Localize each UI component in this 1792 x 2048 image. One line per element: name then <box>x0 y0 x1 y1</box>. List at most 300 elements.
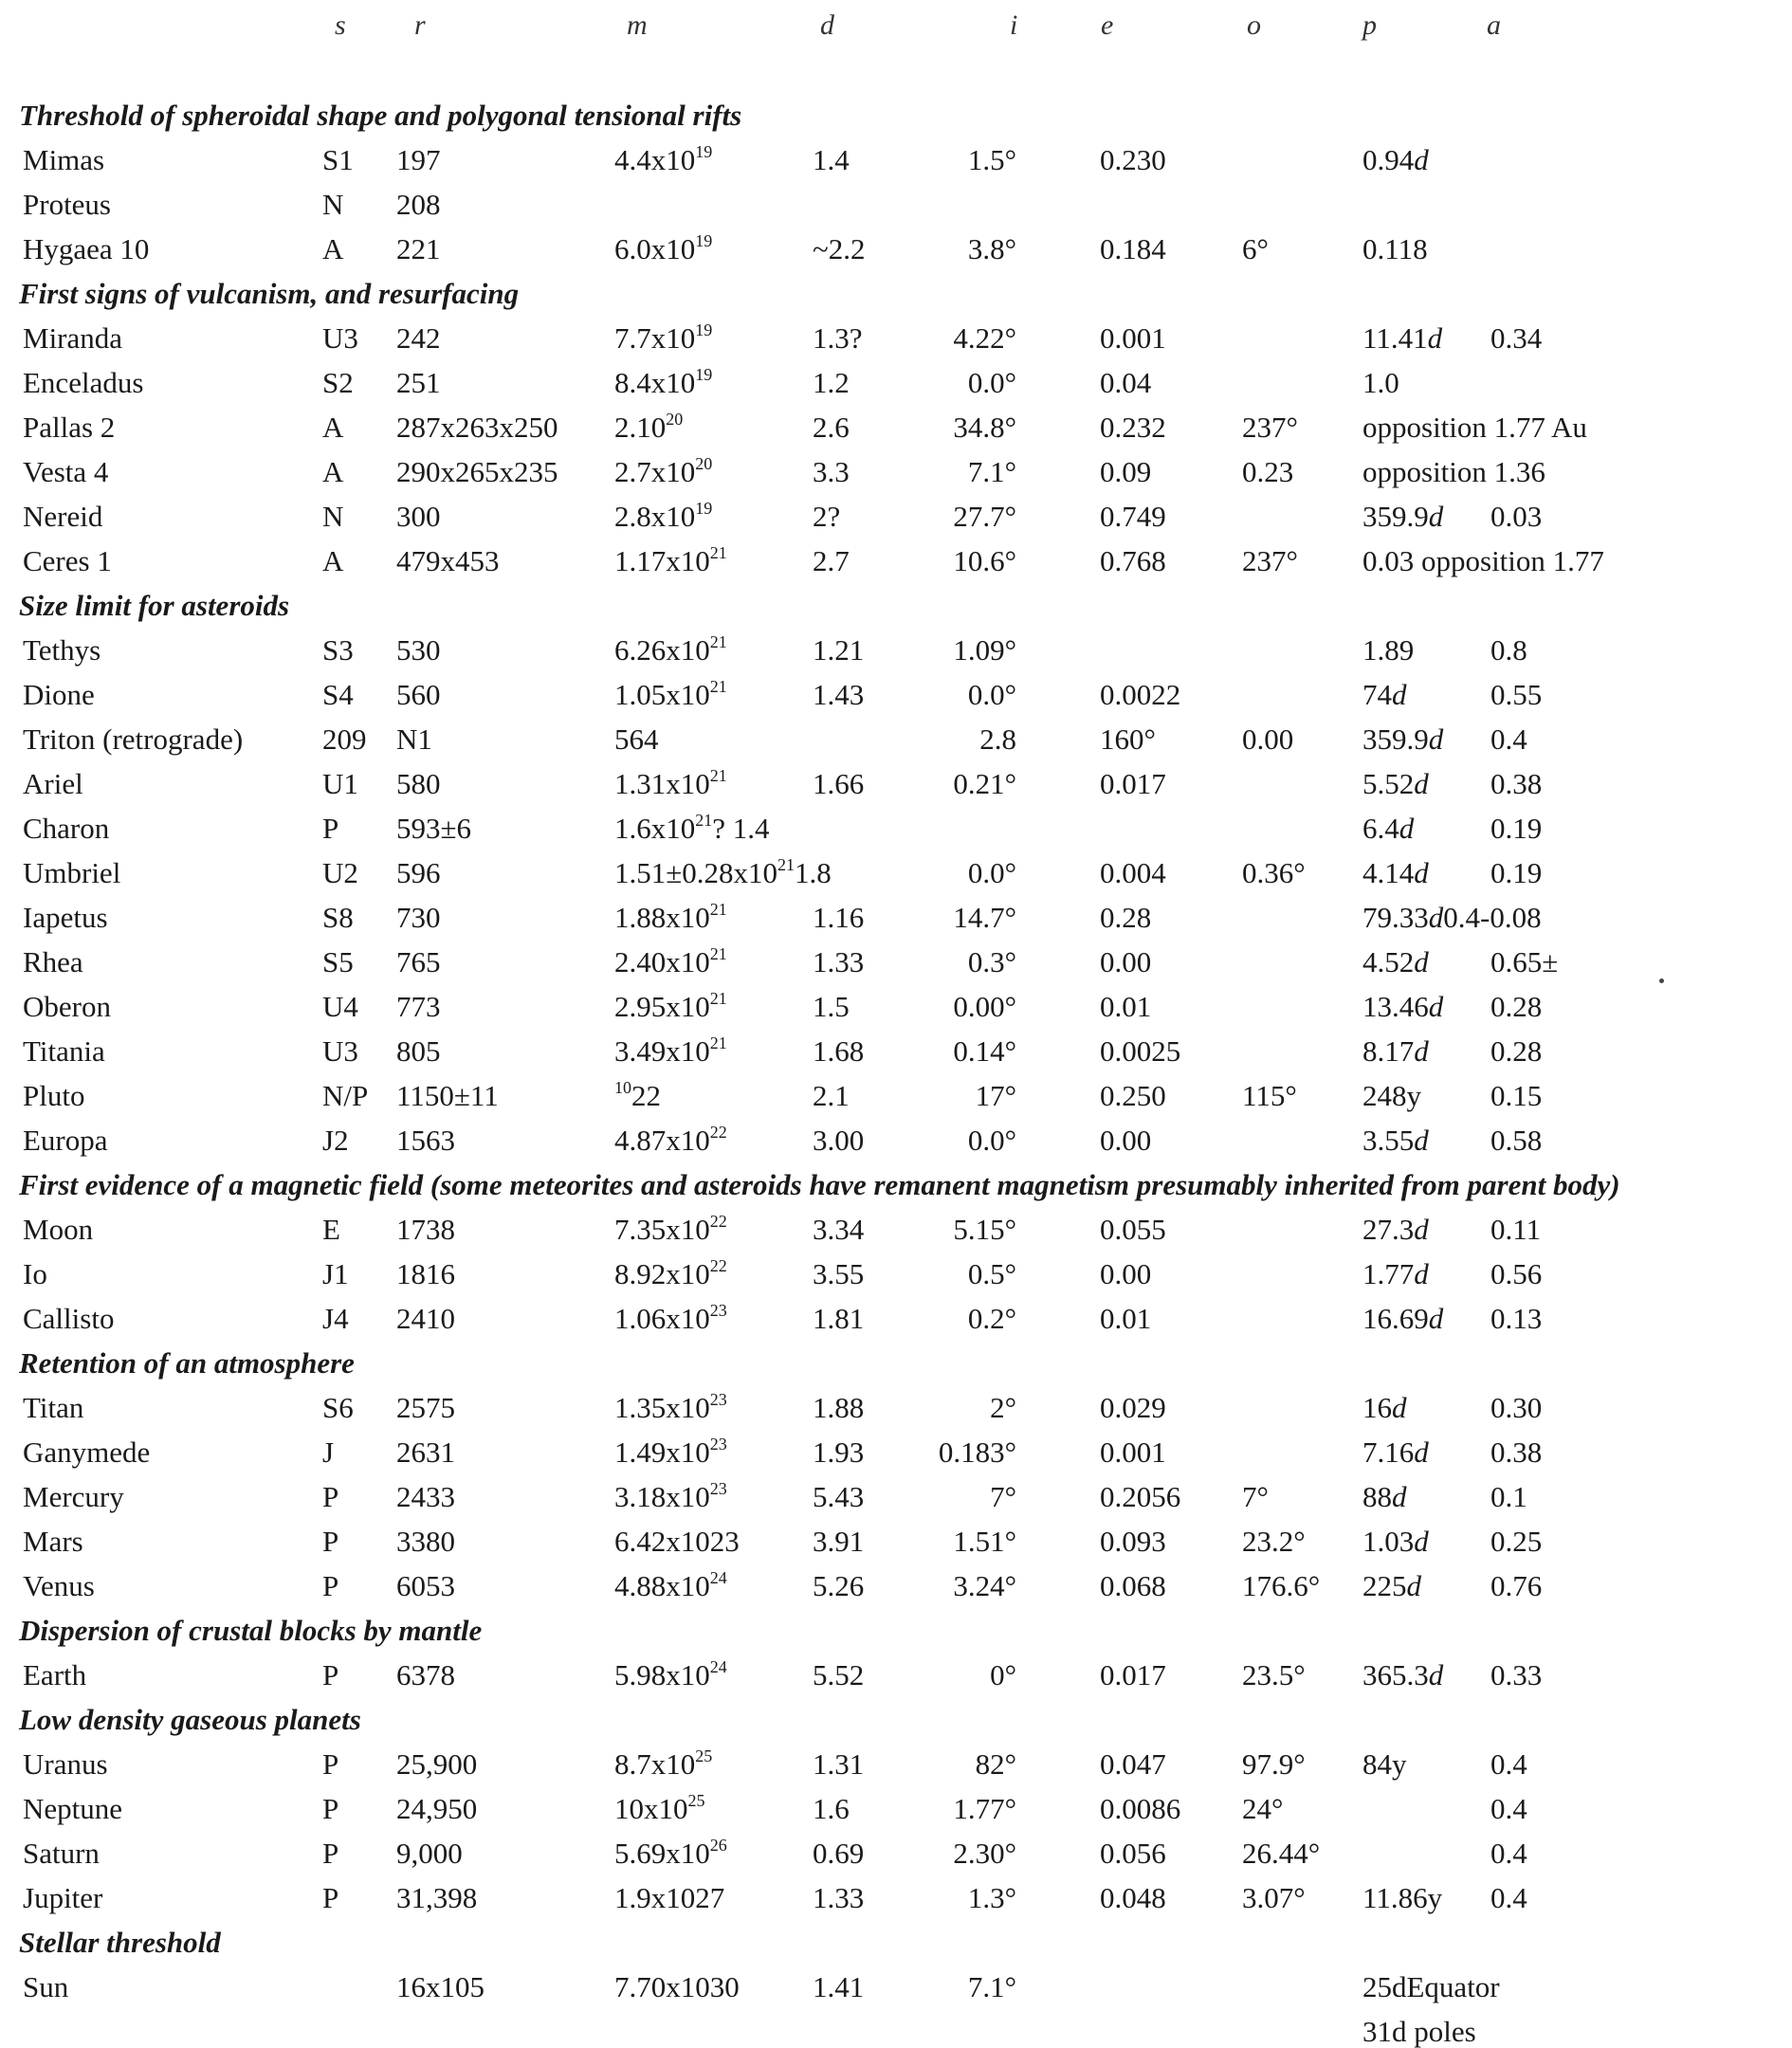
class-cell: P <box>322 1525 339 1558</box>
class-cell: A <box>322 411 344 444</box>
object-name: Proteus <box>23 188 111 221</box>
inclination-cell: 17° <box>975 1079 1016 1112</box>
mass-cell: $1.51\pm 0.28x10^{21}1.8$ <box>614 855 832 889</box>
obliquity-cell: 24° <box>1242 1792 1284 1825</box>
albedo-cell: 0.19 <box>1490 856 1543 889</box>
object-name: Sun <box>23 1970 69 2003</box>
object-name: Nereid <box>23 500 103 533</box>
density-cell: 2.6 <box>813 411 850 444</box>
period-cell: 5.52d <box>1362 767 1429 800</box>
inclination-cell: 82° <box>975 1747 1016 1781</box>
radius-cell: 1738 <box>396 1213 455 1246</box>
inclination-cell: 0.2° <box>967 1302 1016 1335</box>
eccentricity-cell: 0.017 <box>1100 1658 1166 1691</box>
density-cell: 1.3? <box>813 321 863 355</box>
density-cell: 1.16 <box>813 901 865 934</box>
albedo-cell: 0.4 <box>1490 1747 1527 1781</box>
mass-cell: $1.35x10^{23}$ <box>614 1390 727 1424</box>
class-cell: U4 <box>322 990 358 1023</box>
eccentricity-cell: 0.017 <box>1100 767 1166 800</box>
radius-cell: 208 <box>396 188 441 221</box>
radius-cell: 596 <box>396 856 441 889</box>
class-cell: P <box>322 1747 339 1781</box>
object-name: Enceladus <box>23 366 144 399</box>
period-cell: 359.9d <box>1362 722 1444 756</box>
mass-cell: $6.26x10^{21}$ <box>614 632 727 667</box>
radius-cell: 25,900 <box>396 1747 478 1781</box>
albedo-cell: 0.55 <box>1490 678 1543 711</box>
albedo-cell: 0.4 <box>1490 1792 1527 1825</box>
albedo-cell: 0.65± <box>1490 945 1559 978</box>
mass-cell: $2.8x10^{19}$ <box>614 499 713 533</box>
density-cell: 1.66 <box>813 767 865 800</box>
eccentricity-cell: 0.768 <box>1100 544 1166 577</box>
obliquity-cell: 23.5° <box>1242 1658 1306 1691</box>
obliquity-cell: 23.2° <box>1242 1525 1306 1558</box>
density-cell: 5.26 <box>813 1569 865 1602</box>
class-cell: P <box>322 1480 339 1513</box>
section-heading: Dispersion of crustal blocks by mantle <box>19 1614 483 1647</box>
class-cell: J4 <box>322 1302 349 1335</box>
object-name: Umbriel <box>23 856 121 889</box>
period-cell: opposition 1.77 Au <box>1362 411 1587 444</box>
radius-cell: 290x265x235 <box>396 455 558 488</box>
mass-cell: 1.9x1027 <box>614 1881 725 1914</box>
object-name: Moon <box>23 1213 94 1246</box>
radius-cell: 805 <box>396 1034 441 1068</box>
mass-cell: $2.95x10^{21}$ <box>614 989 727 1023</box>
mass-cell: $5.69x10^{26}$ <box>614 1836 727 1870</box>
albedo-cell: 0.34 <box>1490 321 1543 355</box>
inclination-cell: 0.0° <box>967 1124 1016 1157</box>
eccentricity-cell: 0.2056 <box>1100 1480 1181 1513</box>
eccentricity-cell: 0.048 <box>1100 1881 1166 1914</box>
object-name: Callisto <box>23 1302 115 1335</box>
radius-cell: 2433 <box>396 1480 455 1513</box>
period-cell: 6.4d <box>1362 812 1415 845</box>
column-header-i: i <box>1010 9 1018 41</box>
object-name: Titan <box>23 1391 84 1424</box>
inclination-cell: 0.21° <box>953 767 1016 800</box>
density-cell: 3.91 <box>813 1525 865 1558</box>
class-cell: A <box>322 455 344 488</box>
inclination-cell: 0.183° <box>938 1435 1016 1469</box>
mass-cell: $1.31x10^{21}$ <box>614 766 727 800</box>
mass-cell: $1.05x10^{21}$ <box>614 677 727 711</box>
eccentricity-cell: 0.001 <box>1100 1435 1166 1469</box>
object-name: Earth <box>23 1658 87 1691</box>
period-cell: 16d <box>1362 1391 1407 1424</box>
eccentricity-cell: 0.056 <box>1100 1837 1166 1870</box>
class-cell: P <box>322 812 339 845</box>
period-cell: 1.0 <box>1362 366 1399 399</box>
period-cell: 248y <box>1362 1079 1421 1112</box>
period-cell: 7.16d <box>1362 1435 1429 1469</box>
obliquity-cell: 115° <box>1242 1079 1297 1112</box>
albedo-cell: 0.56 <box>1490 1257 1543 1290</box>
class-cell: U3 <box>322 321 358 355</box>
class-cell: J1 <box>322 1257 349 1290</box>
inclination-cell: 0.00° <box>953 990 1016 1023</box>
density-cell: 1.4 <box>813 143 850 176</box>
object-name: Iapetus <box>23 901 108 934</box>
radius-cell: 1150±11 <box>396 1079 499 1112</box>
object-name: Oberon <box>23 990 111 1023</box>
mass-cell: $1.49x10^{23}$ <box>614 1435 727 1469</box>
eccentricity-cell: 0.28 <box>1100 901 1152 934</box>
density-cell: 3.3 <box>813 455 850 488</box>
object-name: Venus <box>23 1569 95 1602</box>
inclination-cell: 1.5° <box>967 143 1016 176</box>
mass-cell: $8.92x10^{22}$ <box>614 1256 727 1290</box>
eccentricity-cell: 0.04 <box>1100 366 1152 399</box>
albedo-cell: 0.4 <box>1490 1881 1527 1914</box>
period-cell: 4.14d <box>1362 856 1429 889</box>
class-cell: N/P <box>322 1079 369 1112</box>
albedo-cell: 0.19 <box>1490 812 1543 845</box>
density-cell: 1.43 <box>813 678 865 711</box>
period-cell: 359.9d <box>1362 500 1444 533</box>
albedo-cell: 0.8 <box>1490 633 1527 667</box>
albedo-cell: 0.28 <box>1490 1034 1543 1068</box>
object-name: Pallas 2 <box>23 411 116 444</box>
period-cell: 13.46d <box>1362 990 1444 1023</box>
eccentricity-cell: 0.004 <box>1100 856 1166 889</box>
mass-cell: $8.4x10^{19}$ <box>614 365 713 399</box>
eccentricity-cell: 0.00 <box>1100 1124 1152 1157</box>
inclination-cell: 7.1° <box>967 1970 1016 2003</box>
inclination-cell: 10.6° <box>953 544 1016 577</box>
class-cell: S4 <box>322 678 354 711</box>
object-name: Tethys <box>23 633 101 667</box>
column-header-p: p <box>1362 9 1377 41</box>
eccentricity-cell: 0.250 <box>1100 1079 1166 1112</box>
obliquity-cell: 6° <box>1242 232 1269 265</box>
class-cell: 209 <box>322 722 367 756</box>
density-cell: 0.69 <box>813 1837 865 1870</box>
mass-cell: $10x10^{25}$ <box>614 1791 705 1825</box>
inclination-cell: 2.30° <box>953 1837 1016 1870</box>
column-header-o: o <box>1247 9 1261 41</box>
class-cell: U2 <box>322 856 358 889</box>
albedo-cell: 0.25 <box>1490 1525 1543 1558</box>
eccentricity-cell: 0.093 <box>1100 1525 1166 1558</box>
inclination-cell: 0.0° <box>967 366 1016 399</box>
mass-cell: $5.98x10^{24}$ <box>614 1657 727 1691</box>
object-name: Io <box>23 1257 47 1290</box>
eccentricity-cell: 0.749 <box>1100 500 1166 533</box>
radius-cell: 3380 <box>396 1525 455 1558</box>
density-cell: 1.21 <box>813 633 865 667</box>
class-cell: S6 <box>322 1391 354 1424</box>
radius-cell: 580 <box>396 767 441 800</box>
period-cell: 0.94d <box>1362 143 1429 176</box>
inclination-cell: 1.51° <box>953 1525 1016 1558</box>
mass-cell: $1.06x10^{23}$ <box>614 1301 727 1335</box>
period-cell: 11.86y <box>1362 1881 1443 1914</box>
inclination-cell: 2.8 <box>979 722 1016 756</box>
object-name: Uranus <box>23 1747 108 1781</box>
radius-cell: 16x105 <box>396 1970 485 2003</box>
stray-mark <box>1659 978 1664 983</box>
radius-cell: 765 <box>396 945 441 978</box>
eccentricity-cell: 0.232 <box>1100 411 1166 444</box>
mass-cell: $7.7x10^{19}$ <box>614 320 713 355</box>
inclination-cell: 34.8° <box>953 411 1016 444</box>
mass-cell: $2.7x10^{20}$ <box>614 454 713 488</box>
object-name: Mars <box>23 1525 83 1558</box>
inclination-cell: 1.3° <box>967 1881 1016 1914</box>
inclination-cell: 7° <box>990 1480 1016 1513</box>
class-cell: A <box>322 232 344 265</box>
class-cell: P <box>322 1881 339 1914</box>
mass-cell: $7.35x10^{22}$ <box>614 1212 727 1246</box>
class-cell: S5 <box>322 945 354 978</box>
class-cell: J <box>322 1435 335 1469</box>
mass-cell: $4.4x10^{19}$ <box>614 142 713 176</box>
density-cell: 1.81 <box>813 1302 865 1335</box>
albedo-cell: 0.76 <box>1490 1569 1543 1602</box>
albedo-cell: 0.28 <box>1490 990 1543 1023</box>
object-name: Vesta 4 <box>23 455 109 488</box>
density-cell: 2.7 <box>813 544 850 577</box>
eccentricity-cell: 0.0025 <box>1100 1034 1181 1068</box>
mass-cell: 6.42x1023 <box>614 1525 740 1558</box>
obliquity-cell: 0.00 <box>1242 722 1294 756</box>
mass-cell: 564 <box>614 722 659 756</box>
density-cell: 1.31 <box>813 1747 865 1781</box>
inclination-cell: 1.77° <box>953 1792 1016 1825</box>
period-cell: 74d <box>1362 678 1407 711</box>
obliquity-cell: 176.6° <box>1242 1569 1321 1602</box>
obliquity-cell: 0.23 <box>1242 455 1294 488</box>
eccentricity-cell: 0.055 <box>1100 1213 1166 1246</box>
radius-cell: 221 <box>396 232 441 265</box>
radius-cell: 251 <box>396 366 441 399</box>
eccentricity-cell: 0.0086 <box>1100 1792 1181 1825</box>
radius-cell: 2575 <box>396 1391 455 1424</box>
inclination-cell: 0.0° <box>967 678 1016 711</box>
object-name: Ceres 1 <box>23 544 112 577</box>
section-heading: Retention of an atmosphere <box>19 1346 355 1380</box>
class-cell: P <box>322 1658 339 1691</box>
radius-cell: 24,950 <box>396 1792 478 1825</box>
albedo-cell: 0.1 <box>1490 1480 1527 1513</box>
mass-cell: $1.6x10^{21}$? 1.4 <box>614 811 770 845</box>
density-cell: 1.68 <box>813 1034 865 1068</box>
section-heading: First signs of vulcanism, and resurfacing <box>19 277 520 310</box>
period-cell: 225d <box>1362 1569 1421 1602</box>
period-cell: 88d <box>1362 1480 1407 1513</box>
albedo-cell: 0.15 <box>1490 1079 1543 1112</box>
period-cell: opposition 1.36 <box>1362 455 1545 488</box>
mass-cell: $3.18x10^{23}$ <box>614 1479 727 1513</box>
mass-cell: $8.7x10^{25}$ <box>614 1746 713 1781</box>
class-cell: S3 <box>322 633 354 667</box>
albedo-cell: 0.30 <box>1490 1391 1543 1424</box>
object-name: Titania <box>23 1034 105 1068</box>
obliquity-cell: 26.44° <box>1242 1837 1321 1870</box>
density-cell: 1.93 <box>813 1435 865 1469</box>
albedo-cell: 0.03 <box>1490 500 1543 533</box>
density-cell: 1.41 <box>813 1970 865 2003</box>
albedo-cell: 0.38 <box>1490 767 1543 800</box>
eccentricity-cell: 0.00 <box>1100 1257 1152 1290</box>
period-cell: 1.03d <box>1362 1525 1429 1558</box>
density-cell: 3.34 <box>813 1213 865 1246</box>
inclination-cell: 0.14° <box>953 1034 1016 1068</box>
class-cell: S1 <box>322 143 354 176</box>
eccentricity-cell: 0.00 <box>1100 945 1152 978</box>
eccentricity-cell: 0.068 <box>1100 1569 1166 1602</box>
mass-cell: $3.49x10^{21}$ <box>614 1033 727 1068</box>
period-cell: 1.89 <box>1362 633 1415 667</box>
inclination-cell: 7.1° <box>967 455 1016 488</box>
eccentricity-cell: 160° <box>1100 722 1156 756</box>
obliquity-cell: 237° <box>1242 544 1298 577</box>
radius-cell: N1 <box>396 722 432 756</box>
density-cell: 1.33 <box>813 1881 865 1914</box>
eccentricity-cell: 0.047 <box>1100 1747 1166 1781</box>
section-heading: First evidence of a magnetic field (some meteorites and asteroids have remanent magnetism presumably inherited from parent body) <box>19 1168 1620 1201</box>
mass-cell: $1.17x10^{21}$ <box>614 543 727 577</box>
density-cell: 1.88 <box>813 1391 865 1424</box>
density-cell: 1.2 <box>813 366 850 399</box>
class-cell: U3 <box>322 1034 358 1068</box>
inclination-cell: 2° <box>990 1391 1016 1424</box>
period-cell: 3.55d <box>1362 1124 1429 1157</box>
mass-cell: 2.10$^{20}$ <box>614 410 684 444</box>
column-header-m: m <box>627 9 648 41</box>
section-heading: Size limit for asteroids <box>19 589 290 622</box>
albedo-cell: 0.13 <box>1490 1302 1543 1335</box>
eccentricity-cell: 0.230 <box>1100 143 1166 176</box>
mass-cell: $4.87x10^{22}$ <box>614 1123 727 1157</box>
eccentricity-cell: 0.001 <box>1100 321 1166 355</box>
albedo-cell: 0.11 <box>1490 1213 1542 1246</box>
object-name: Mercury <box>23 1480 124 1513</box>
period-cell: 4.52d <box>1362 945 1429 978</box>
inclination-cell: 4.22° <box>953 321 1016 355</box>
albedo-cell: 0.33 <box>1490 1658 1543 1691</box>
column-header-e: e <box>1101 9 1114 41</box>
object-name: Neptune <box>23 1792 123 1825</box>
obliquity-cell: 97.9° <box>1242 1747 1306 1781</box>
inclination-cell: 3.8° <box>967 232 1016 265</box>
radius-cell: 287x263x250 <box>396 411 558 444</box>
eccentricity-cell: 0.01 <box>1100 990 1152 1023</box>
section-heading: Threshold of spheroidal shape and polygonal tensional rifts <box>19 99 742 132</box>
inclination-cell: 0° <box>990 1658 1016 1691</box>
object-name: Rhea <box>23 945 83 978</box>
obliquity-cell: 237° <box>1242 411 1298 444</box>
density-cell: ~2.2 <box>813 232 866 265</box>
object-name: Mimas <box>23 143 105 176</box>
radius-cell: 9,000 <box>396 1837 463 1870</box>
period-cell: 25dEquator <box>1362 1970 1500 2003</box>
object-name: Miranda <box>23 321 123 355</box>
albedo-cell: 0.4 <box>1490 1837 1527 1870</box>
albedo-cell: 0.58 <box>1490 1124 1543 1157</box>
radius-cell: 773 <box>396 990 441 1023</box>
eccentricity-cell: 0.01 <box>1100 1302 1152 1335</box>
class-cell: J2 <box>322 1124 349 1157</box>
inclination-cell: 0.5° <box>967 1257 1016 1290</box>
radius-cell: 300 <box>396 500 441 533</box>
section-heading: Low density gaseous planets <box>19 1703 361 1736</box>
density-cell: 3.00 <box>813 1124 865 1157</box>
inclination-cell: 1.09° <box>953 633 1016 667</box>
column-header-r: r <box>414 9 426 41</box>
inclination-cell: 3.24° <box>953 1569 1016 1602</box>
radius-cell: 31,398 <box>396 1881 478 1914</box>
period-cell: 79.33d0.4-0.08 <box>1362 901 1542 934</box>
radius-cell: 593±6 <box>396 812 472 845</box>
radius-cell: 242 <box>396 321 441 355</box>
period-cell: 84y <box>1362 1747 1407 1781</box>
mass-cell: $4.88x10^{24}$ <box>614 1568 727 1602</box>
obliquity-cell: 3.07° <box>1242 1881 1306 1914</box>
radius-cell: 730 <box>396 901 441 934</box>
object-name: Jupiter <box>23 1881 103 1914</box>
mass-cell: $1.88x10^{21}$ <box>614 900 727 934</box>
radius-cell: 2410 <box>396 1302 455 1335</box>
section-heading: Stellar threshold <box>19 1926 221 1959</box>
eccentricity-cell: 0.029 <box>1100 1391 1166 1424</box>
class-cell: N <box>322 500 344 533</box>
class-cell: N <box>322 188 344 221</box>
density-cell: 1.33 <box>813 945 865 978</box>
period-cell: 1.77d <box>1362 1257 1429 1290</box>
column-header-a: a <box>1487 9 1501 41</box>
class-cell: E <box>322 1213 340 1246</box>
class-cell: S2 <box>322 366 354 399</box>
radius-cell: 6053 <box>396 1569 455 1602</box>
mass-cell: $^{10}$22 <box>614 1078 661 1112</box>
period-cell: 27.3d <box>1362 1213 1429 1246</box>
inclination-cell: 0.0° <box>967 856 1016 889</box>
radius-cell: 560 <box>396 678 441 711</box>
class-cell: U1 <box>322 767 358 800</box>
density-cell: 3.55 <box>813 1257 865 1290</box>
obliquity-cell: 7° <box>1242 1480 1269 1513</box>
column-header-d: d <box>820 9 834 41</box>
column-header-s: s <box>335 9 346 41</box>
density-cell: 5.52 <box>813 1658 865 1691</box>
class-cell: P <box>322 1792 339 1825</box>
density-cell: 5.43 <box>813 1480 865 1513</box>
mass-cell: $2.40x10^{21}$ <box>614 944 727 978</box>
eccentricity-cell: 0.184 <box>1100 232 1166 265</box>
radius-cell: 1816 <box>396 1257 455 1290</box>
eccentricity-cell: 0.0022 <box>1100 678 1181 711</box>
object-name: Dione <box>23 678 95 711</box>
period-cell: 31d poles <box>1362 2015 1476 2048</box>
inclination-cell: 5.15° <box>953 1213 1016 1246</box>
density-cell: 2? <box>813 500 841 533</box>
inclination-cell: 27.7° <box>953 500 1016 533</box>
period-cell: 0.03 opposition 1.77 <box>1362 544 1604 577</box>
mass-cell: 7.70x1030 <box>614 1970 740 2003</box>
mass-cell: $6.0x10^{19}$ <box>614 231 713 265</box>
class-cell: S8 <box>322 901 354 934</box>
radius-cell: 6378 <box>396 1658 455 1691</box>
radius-cell: 197 <box>396 143 441 176</box>
class-cell: A <box>322 544 344 577</box>
period-cell: 16.69d <box>1362 1302 1444 1335</box>
density-cell: 1.6 <box>813 1792 850 1825</box>
object-name: Hygaea 10 <box>23 232 150 265</box>
